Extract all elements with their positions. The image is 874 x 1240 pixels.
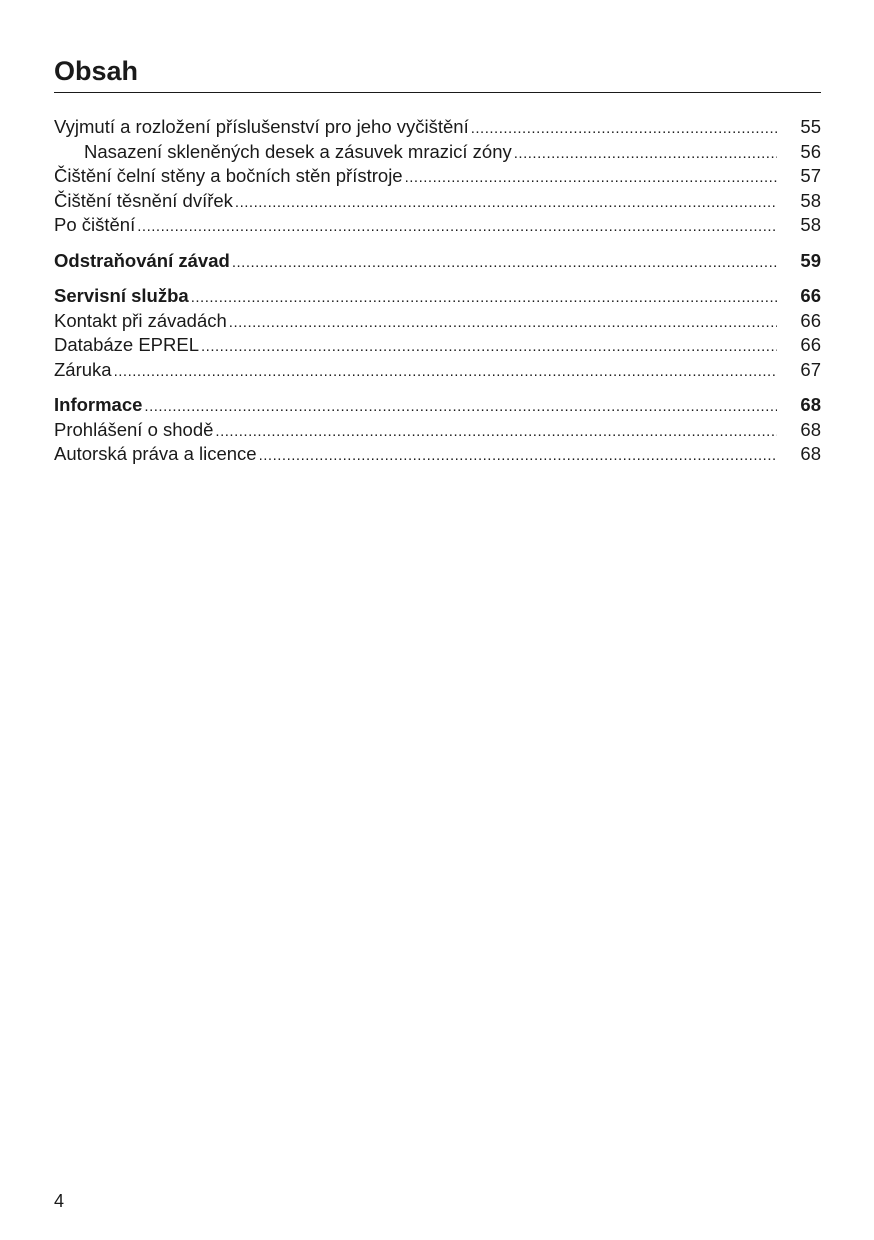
toc-entry[interactable] (54, 418, 821, 443)
page-title: Obsah (54, 54, 821, 93)
toc-entry[interactable] (54, 442, 821, 467)
toc-entry-title: Kontakt při závadách (54, 309, 227, 331)
toc-entry-title: Databáze EPREL (54, 334, 200, 355)
toc-entry[interactable] (54, 249, 821, 274)
dot-leader (259, 444, 777, 469)
toc-section (54, 284, 821, 382)
dot-leader (137, 215, 777, 240)
toc-entry-title: Servisní služba (54, 285, 189, 306)
dot-leader (405, 166, 777, 191)
toc-entry-title: Nasazení skleněných desek a zásuvek mrazicí zóny (84, 140, 512, 162)
toc-entry-title: Informace (54, 394, 143, 415)
toc-entry-page: 68 (800, 394, 821, 415)
toc-entry-title: Autorská práva a licence (54, 443, 257, 464)
toc-entry[interactable] (54, 309, 821, 334)
toc-entry[interactable] (54, 333, 821, 358)
toc-entry-title: Prohlášení o shodě (54, 418, 214, 440)
dot-leader (235, 191, 777, 216)
dot-leader (191, 286, 777, 311)
toc-entry-page: 55 (800, 116, 821, 137)
toc-section (54, 115, 821, 238)
toc-entry-page: 57 (800, 165, 821, 186)
toc-entry-page: 68 (800, 418, 821, 440)
toc-entry-page: 66 (800, 285, 821, 306)
toc-entry[interactable] (54, 140, 821, 165)
dot-leader (114, 360, 777, 385)
toc-entry-page: 66 (800, 309, 821, 331)
table-of-contents (54, 115, 821, 467)
toc-entry-title: Po čištění (54, 214, 136, 235)
dot-leader (229, 311, 777, 336)
toc-section (54, 393, 821, 467)
toc-entry-title: Záruka (54, 358, 112, 380)
toc-entry-page: 66 (800, 334, 821, 355)
toc-entry-page: 56 (800, 140, 821, 162)
toc-entry[interactable] (54, 358, 821, 383)
toc-entry[interactable] (54, 189, 821, 214)
toc-entry-page: 58 (800, 189, 821, 211)
toc-entry-title: Čištění těsnění dvířek (54, 189, 233, 211)
dot-leader (201, 335, 777, 360)
dot-leader (471, 117, 777, 142)
toc-section (54, 249, 821, 274)
toc-entry-page: 67 (800, 358, 821, 380)
page-number: 4 (54, 1191, 65, 1211)
toc-entry[interactable] (54, 393, 821, 418)
dot-leader (514, 142, 777, 167)
toc-entry-title: Vyjmutí a rozložení příslušenství pro jeho vyčištění (54, 116, 469, 137)
toc-entry-title: Odstraňování závad (54, 249, 230, 271)
dot-leader (232, 251, 777, 276)
toc-entry-page: 59 (800, 249, 821, 271)
toc-entry-page: 58 (800, 214, 821, 235)
toc-entry[interactable] (54, 284, 821, 309)
toc-entry[interactable] (54, 115, 821, 140)
toc-entry[interactable] (54, 164, 821, 189)
toc-entry-page: 68 (800, 443, 821, 464)
dot-leader (144, 395, 777, 420)
dot-leader (215, 420, 777, 445)
toc-page (54, 54, 821, 478)
toc-entry-title: Čištění čelní stěny a bočních stěn přístroje (54, 165, 403, 186)
toc-entry[interactable] (54, 213, 821, 238)
